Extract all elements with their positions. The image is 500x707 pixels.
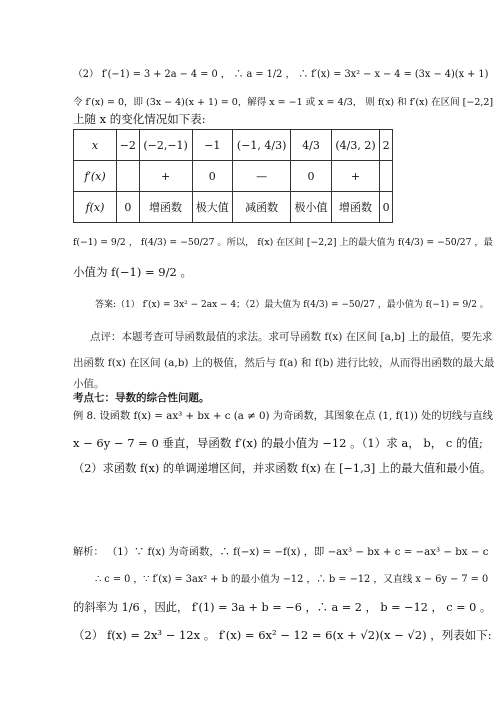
section-heading: 考点七：导数的综合性问题。	[73, 392, 210, 404]
table-cell: (4/3, 2)	[331, 130, 379, 161]
table-cell: +	[331, 161, 379, 192]
line-solution-1: 解析： （1）∵ f(x) 为奇函数，∴ f(−x) = −f(x) ，即 −ax³ − bx + c = −ax³ − bx − c	[73, 546, 489, 558]
table-cell: 增函数	[331, 192, 379, 223]
line-solution-4: （2） f(x) = 2x³ − 12x 。 f′(x) = 6x² − 12 = 6(x + √2)(x − √2) ，列表如下:	[73, 628, 492, 642]
line-comment-3: 小值。	[73, 378, 105, 390]
line-example8-3: （2）求函数 f(x) 的单调递增区间，并求函数 f(x) 在 [−1,3] 上的最大值和最小值。	[73, 462, 492, 475]
line-solve-critical-points: 令 f′(x) = 0，即 (3x − 4)(x + 1) = 0，解得 x = −1 或 x = 4/3， 则 f(x) 和 f′(x) 在区间 [−2,2]	[73, 97, 494, 108]
line-min-value: 小值为 f(−1) = 9/2 。	[73, 265, 192, 279]
table-cell: 2	[380, 130, 393, 161]
line-example8-2: x − 6y − 7 = 0 垂直，导函数 f′(x) 的最小值为 −12 。（1）求 a， b， c 的值;	[73, 436, 483, 450]
table-row	[74, 192, 393, 223]
line-table-intro: 上随 x 的变化情况如下表:	[73, 112, 206, 126]
table-cell: 极大值	[192, 192, 233, 223]
line-part2-derivative: （2） f′(−1) = 3 + 2a − 4 = 0 ， ∴ a = 1/2 ， ∴ f′(x) = 3x² − x − 4 = (3x − 4)(x + 1)	[73, 69, 489, 80]
table-cell: 增函数	[139, 192, 192, 223]
table-cell: f′(x)	[74, 161, 117, 192]
table-cell: 0	[380, 192, 393, 223]
table-row	[74, 130, 393, 161]
variation-table	[73, 129, 393, 223]
table-cell: −1	[192, 130, 233, 161]
table-cell: 0	[117, 192, 140, 223]
line-example8-1: 例 8. 设函数 f(x) = ax³ + bx + c (a ≠ 0) 为奇函数，其图象在点 (1, f(1)) 处的切线与直线	[73, 410, 493, 422]
table-cell: f(x)	[74, 192, 117, 223]
line-solution-3: 的斜率为 1/6 ，因此， f′(1) = 3a + b = −6 ，∴ a = 2 ， b = −12 ， c = 0 。	[73, 601, 492, 614]
line-solution-2: ∴ c = 0 ，∵ f′(x) = 3ax² + b 的最小值为 −12 ，∴ b = −12 ，又直线 x − 6y − 7 = 0	[95, 574, 489, 585]
table-cell: (−1, 4/3)	[233, 130, 291, 161]
table-cell: +	[139, 161, 192, 192]
line-comment-1: 点评：本题考查可导函数最值的求法。求可导函数 f(x) 在区间 [a,b] 上的最值，要先求	[90, 331, 493, 343]
table-cell: (−2,−1)	[139, 130, 192, 161]
table-cell: x	[74, 130, 117, 161]
table-cell: 极小值	[291, 192, 332, 223]
table-cell: 4/3	[291, 130, 332, 161]
table-cell: −2	[117, 130, 140, 161]
line-answer: 答案:（1） f′(x) = 3x² − 2ax − 4；（2）最大值为 f(4/3) = −50/27 ，最小值为 f(−1) = 9/2 。	[95, 300, 489, 310]
table-cell	[380, 161, 393, 192]
table-cell	[117, 161, 140, 192]
line-comment-2: 出函数 f(x) 在区间 (a,b) 上的极值，然后与 f(a) 和 f(b) 进行比较，从而得出函数的最大最	[73, 357, 495, 369]
table-cell: 0	[192, 161, 233, 192]
table-row	[74, 161, 393, 192]
line-extreme-values: f(−1) = 9/2 ， f(4/3) = −50/27 。所以， f(x) 在区间 [−2,2] 上的最大值为 f(4/3) = −50/27 ，最	[73, 237, 493, 248]
table-cell: 0	[291, 161, 332, 192]
table-cell: 减函数	[233, 192, 291, 223]
table-cell: —	[233, 161, 291, 192]
